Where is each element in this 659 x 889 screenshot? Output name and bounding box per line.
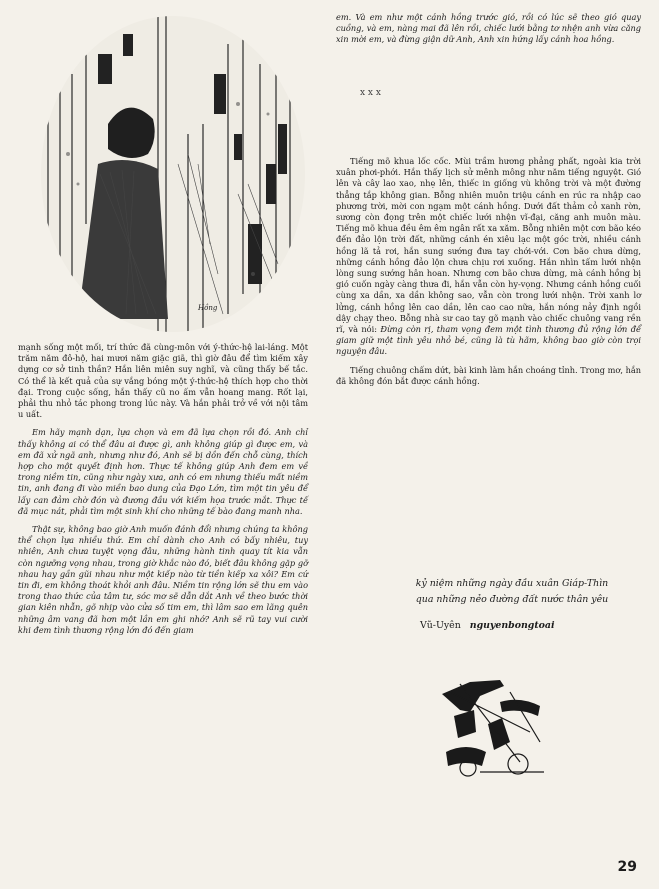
right-paragraph-1: em. Và em như một cánh hồng trước gió, rồi có lúc sẽ theo gió quay cuồng, và em, nàng mai đã lên rồi, chiếc lưới bằng tơ nhện anh vừa căng xin mời em, và đừng giận dữ Anh, Anh xin hứng lấy cánh hoa hồng. [336,12,641,45]
dedication-line-1: kỷ niệm những ngày đầu xuân Giáp-Thìn [415,578,609,589]
illustration-signature: Hồng [198,304,218,312]
right-column [336,12,641,53]
small-sketch [440,672,548,782]
ink-illustration [38,14,308,334]
author-name: Vũ-Uyên [420,620,461,631]
left-paragraph-3: Thật sự, không bao giờ Anh muốn đánh đổi nhưng chúng ta không thể chọn lựa nhiều thứ. Em chỉ dành cho Anh có bấy nhiêu, tuy nhiên, Anh chưa tuyệt vọng đâu, những hành tinh quay tít kia vẫn còn ngưỡng vọng nhau, trong giờ khắc nào đó, biết đâu không gặp gỡ nhau hay gần gũi nhau như một kiếp nào từ tiền kiếp xa xôi? Em cứ tin đi, em không thoát khỏi anh đâu. Niềm tin rộng lớn sẽ thu em vào trong thao thức của tâm tư, sóc mơ sẽ dẫn dắt Anh về theo bước thời gian kiên nhẫn, gõ nhịp vào cửa số tim em, thì lâm sao em lãng quên những âm vang đã hơn một lần em ghi nhớ? Anh sẽ rũ tay vui cười khi đem tình thương rộng lớn đó đến giam [18,524,308,635]
left-paragraph-2: Em hãy mạnh dạn, lựa chọn và em đã lựa chọn rồi đó. Anh chỉ thấy không ai có thể đâu ai được gì, anh không giúp gì được em, và em đã xử ngã anh, nhưng như đó, Anh sẽ bị dồn đến chỗ cùng, thích hợp cho một quyết định hơn. Thực tế không giúp Anh đem em về trong niềm tin, cũng như ngày xưa, anh có em nhưng thiếu mất niềm tin, anh đang đi vào miền bao dung của Đạo Lớn, tìm một tin yêu để lấy can đảm chờ đón và đương đầu với kiếm họa trước mắt. Thực tế đã mục nát, phải tìm một sinh khí cho những tế bào đang manh nha. [18,427,308,516]
page-number: 29 [617,859,637,875]
left-paragraph-1: mạnh sống một mối, trí thức đã cùng-môn với ý-thức-hệ lai-láng. Một trăm năm đô-hộ, hai mươi năm giặc giã, thì giờ đâu để tìm kiếm xây dựng cơ sở tinh thần? Hắn liên miên suy nghĩ, và cũng thấy bế tắc. Có thể là kết quả của sự vắng bóng một ý-thức-hệ thích hợp cho thời đại. Trong cuộc sống, hắn thấy cũ no ấm vẫn hoang mang. Rốt lại, phải thu nhỏ tác phong trong lúc này. Và hắn phải trở về với nội tâm u uất. [18,342,308,420]
dedication-line-2: qua những nẻo đường đất nước thân yêu [415,594,609,605]
dedication [372,576,652,608]
right-column-body [336,156,641,394]
author-signature [420,620,555,631]
monk-quote: Đừng còn rị, tham vọng đem một tình thương đủ rộng lớn để giam giữ một tình yêu nhỏ bé, cũng là tù hãm, không bao giờ còn trọi nguyện đâu. [336,324,641,357]
author-pen-name: nguyenbongtoai [469,620,555,631]
section-separator: x x x [360,88,381,98]
left-column [18,342,308,643]
right-paragraph-2: Tiếng mõ khua lốc cốc. Mùi trầm hương phảng phất, ngoài kia trời xuân phơi-phới. Hắn thấy lịch sử mênh mông như năm tiếng nguyệt. Gió lên và cây lao xao, nhẹ lên, thiếc in giống vù không trời và một đường thẳng tắp không gian. Bỗng nhiên muôn triệu cánh en rúc ra nhập cao phương trời, mời con ngạm một cánh hồng. Dưới đất thảm cỏ xanh rờn, sương còn đọng trên một chiếc lưới nhện vĩ-đại, căng anh muôn màu. Tiếng mõ khua đều êm êm ngân rất xa xăm. Bỗng nhiên một cơn bão kéo đến đảo lộn trời đất, những cánh én xiêu lạc một góc trời, nhiều cánh hồng lã tả rơi, hắn sung sướng đưa tay chới-với. Cơn bão chưa dừng, những cánh hồng đảo lộn chưa chịu rơi xuống. Hắn nhìn tấm lưới nhện lòng sung sướng hân hoan. Nhưng cơn bão chưa dừng, mà cánh hồng bị gió cuốn ngày càng thưa đi, hắn vẫn còn hy-vọng. Nhưng cánh hồng cuối cùng xa dần, xa dần không sao, vẫn còn trong lưới nhện. Trời xanh lơ lửng, cánh hồng lên cao dần, lên cao cao nữa, hắn nóng nảy định ngồi dậy chạy theo. Bỗng nhà sư cao tay gõ mạnh vào chiếc chuông vang rền rĩ, và nói: Đừng còn rị, tham vọng đem một tình thương đủ rộng lớn để giam giữ một tình yêu nhỏ bé, cũng là tù hãm, không bao giờ còn trọi nguyện đâu. [336,156,641,357]
right-paragraph-3: Tiếng chuông chấm dứt, bài kinh làm hắn choáng tỉnh. Trong mơ, hắn đã không đón bắt được cánh hồng. [336,364,641,386]
